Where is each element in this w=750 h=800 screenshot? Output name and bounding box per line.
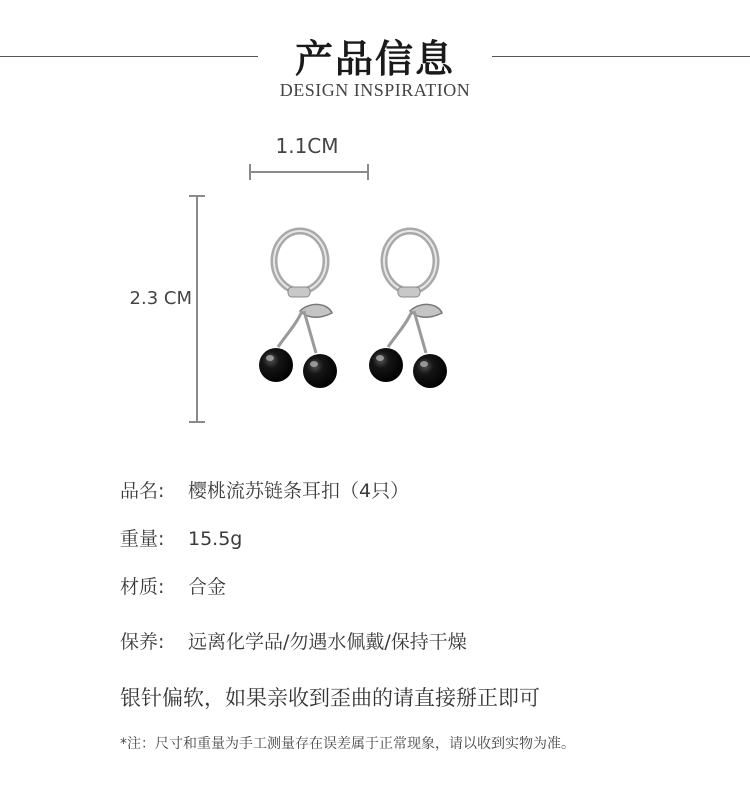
- height-dimension-line: [184, 190, 210, 430]
- earring-left: [259, 231, 337, 388]
- spec-value: 远离化学品/勿遇水佩戴/保持干燥: [188, 631, 467, 653]
- spec-key: 材质:: [120, 576, 165, 598]
- spec-row-care: [120, 627, 467, 654]
- spec-key: 保养:: [120, 631, 165, 653]
- spec-value: 樱桃流苏链条耳扣（4只）: [188, 480, 410, 502]
- spec-key: 品名:: [120, 480, 165, 502]
- height-dimension-label: 2.3 CM: [129, 288, 192, 309]
- spec-row-material: [120, 572, 226, 599]
- cherry-icon: [303, 354, 337, 388]
- product-image: [230, 215, 470, 395]
- spec-value: 合金: [188, 576, 227, 598]
- spec-row-weight: [120, 524, 242, 551]
- cherry-icon: [413, 354, 447, 388]
- page-title: [0, 28, 750, 83]
- spec-row-name: [120, 476, 409, 503]
- spec-value: 15.5g: [188, 528, 243, 550]
- cherry-icon: [259, 348, 293, 382]
- page-title-text: 产品信息: [277, 37, 473, 81]
- earring-right: [369, 231, 447, 388]
- width-dimension-label: 1.1CM: [275, 134, 339, 158]
- pin-notice: 银针偏软，如果亲收到歪曲的请直接掰正即可: [120, 686, 540, 710]
- width-dimension-line: [240, 160, 380, 184]
- measurement-note: *注：尺寸和重量为手工测量存在误差属于正常现象，请以收到实物为准。: [120, 736, 575, 752]
- page-subtitle: DESIGN INSPIRATION: [279, 80, 471, 100]
- cherry-icon: [369, 348, 403, 382]
- spec-key: 重量:: [120, 528, 165, 550]
